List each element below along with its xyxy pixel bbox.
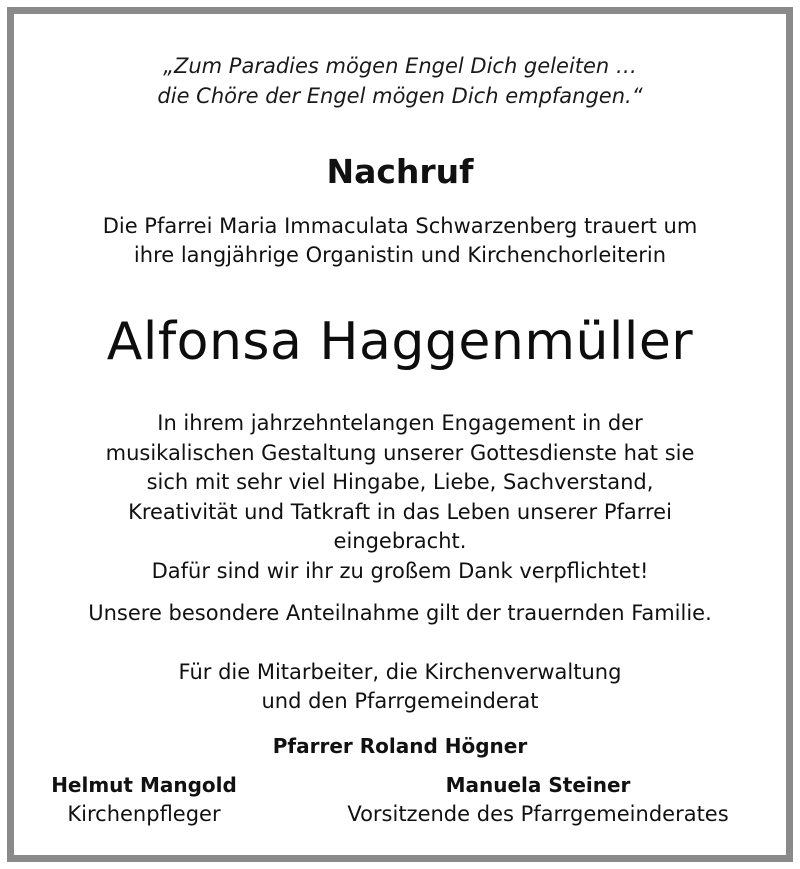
- signatory-right: [310, 771, 766, 829]
- obituary-content: [14, 14, 786, 855]
- signatory-left: [34, 771, 254, 829]
- priest-signature: Pfarrer Roland Högner: [272, 734, 528, 758]
- on-behalf-text: [14, 658, 786, 716]
- signatory-name: Manuela Steiner: [445, 773, 631, 797]
- signatory-role: Kirchenpfleger: [67, 802, 221, 826]
- tribute-line: sich mit sehr viel Hingabe, Liebe, Sachverstand,: [146, 470, 654, 494]
- signatory-name: Helmut Mangold: [51, 773, 237, 797]
- tribute-line: In ihrem jahrzehntelangen Engagement in der: [157, 411, 643, 435]
- intro-line-1: Die Pfarrei Maria Immaculata Schwarzenberg trauert um: [102, 214, 698, 238]
- deceased-name: Alfonsa Haggenmüller: [106, 312, 694, 372]
- intro-text: [14, 212, 786, 270]
- tribute-line: Dafür sind wir ihr zu großem Dank verpflichtet!: [151, 558, 649, 583]
- quote-line-2: die Chöre der Engel mögen Dich empfangen.“: [157, 84, 643, 108]
- tribute-line: eingebracht.: [333, 529, 467, 553]
- tribute-text: [14, 409, 786, 586]
- obituary-title: Nachruf: [326, 152, 474, 191]
- quote-line-1: „Zum Paradies mögen Engel Dich geleiten …: [163, 54, 637, 78]
- on-behalf-line-2: und den Pfarrgemeinderat: [261, 689, 539, 713]
- obituary-frame: [7, 7, 793, 862]
- sympathy-text: Unsere besondere Anteilnahme gilt der trauernden Familie.: [88, 601, 712, 625]
- tribute-line: musikalischen Gestaltung unserer Gottesdienste hat sie: [105, 440, 695, 465]
- opening-quote: [14, 51, 786, 111]
- signatory-role: Vorsitzende des Pfarrgemeinderates: [347, 802, 729, 826]
- tribute-line: Kreativität und Tatkraft in das Leben unserer Pfarrei: [128, 499, 672, 524]
- on-behalf-line-1: Für die Mitarbeiter, die Kirchenverwaltung: [178, 660, 622, 684]
- intro-line-2: ihre langjährige Organistin und Kirchenchorleiterin: [133, 243, 667, 267]
